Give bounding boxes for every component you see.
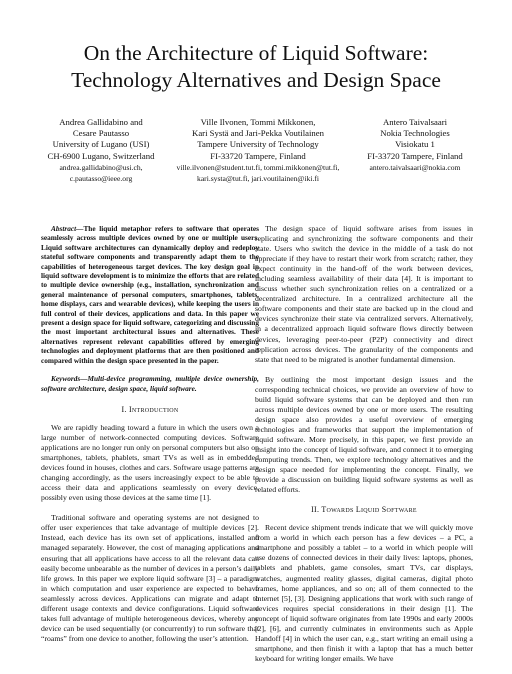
author-line: Andrea Gallidabino and <box>59 117 143 127</box>
affiliation-line: Visiokatu 1 <box>395 139 435 150</box>
affiliation-line: Nokia Technologies <box>380 128 450 139</box>
affiliation-line: CH-6900 Lugano, Switzerland <box>47 150 155 161</box>
author-line: Cesare Pautasso <box>72 128 130 139</box>
author-group-tut <box>168 117 348 184</box>
paragraph: We are rapidly heading toward a future in which the users own a large number of network-connected computing devices. Software applications are no longer run only on personal computers but also on smartphones, tablets, phablets, smart TVs as well as in embedded devices found in houses, clothes and cars. Software usage patterns are changing accordingly, as the users increasingly expect to be able to access their data and applications seamlessly on every device, possibly even using those devices at the same time [1]. <box>41 422 259 503</box>
author-group-nokia <box>340 117 490 173</box>
author-line: Kari Systä and Jari-Pekka Voutilainen <box>192 128 324 139</box>
keywords <box>41 374 259 393</box>
author-group-usi <box>22 117 180 184</box>
keywords-label: Keywords— <box>51 374 88 384</box>
right-column <box>255 224 473 674</box>
title-line-1: On the Architecture of Liquid Software: <box>83 41 429 65</box>
paragraph: Recent device shipment trends indicate that we will quickly move from a world in which each person has a few devices – a PC, a smartphone and possibly a tablet – to a world in which people will use dozens of connected devices in their daily lives: laptops, phones, tablets and phablets, game consoles, smart TVs, car displays, watches, augmented reality glasses, digital cameras, digital photo frames, home appliances, and so on; all of them connected to the Internet [5], [3]. Designing applications that work with such range of devices requires special considerations in their design [1]. The concept of liquid software originates from late 1990s and early 2000s [2], [6], and currently culminates in environments such as Apple Handoff [4] in which the user can, e.g., start writing an email using a smartphone, and then finish it with a laptop that has a much better keyboard for writing longer emails. We have <box>255 523 473 663</box>
paper-title <box>0 40 512 94</box>
affiliation-line: FI-33720 Tampere, Finland <box>367 150 463 161</box>
affiliation-line: Tampere University of Technology <box>197 139 319 150</box>
author-email: kari.systa@tut.fi, jari.voutilainen@iki.fi <box>197 174 319 184</box>
author-email: antero.taivalsaari@nokia.com <box>369 162 461 172</box>
left-column <box>41 224 259 654</box>
affiliation-line: FI-33720 Tampere, Finland <box>210 150 306 161</box>
paragraph: The design space of liquid software arises from issues in replicating and synchronizing the software components and their state. Users who switch the device in the middle of a task do not appreciate if they have to restart their work from scratch; rather, they expect continuity in the hand-off of the work between devices, including seamless availability of their data [4]. It is important to discuss whether such synchronization relies on a centralized or a decentralized architecture. In a centralized architecture all the software components and their state are backed up in the cloud and devices synchronize their state via centralized servers. Alternatively, in a decentralized approach liquid software flows directly between devices, leveraging peer-to-peer (P2P) connectivity and direct replication across devices. The granularity of the components and state that need to be migrated is another fundamental dimension. <box>255 224 473 364</box>
keywords-text: Multi-device programming, multiple device ownership, software architecture, design space, liquid software. <box>41 374 259 393</box>
author-email: c.pautasso@ieee.org <box>69 174 133 184</box>
paragraph: By outlining the most important design issues and the corresponding technical choices, we provide an overview of how to build liquid software systems that can be deployed and then run across multiple devices owned by one or more users. The resulting design space also provides a useful overview of emerging technologies and frameworks that support the implementation of liquid software. More precisely, in this paper, we first provide an insight into the concept of liquid software, and connect it to emerging computing trends. Then, we explore technology alternatives and the design space needed for implementing the concept. Finally, we provide a discussion on building liquid software systems as well as related efforts. <box>255 374 473 495</box>
author-email: andrea.gallidabino@usi.ch, <box>59 162 143 172</box>
author-line: Antero Taivalsaari <box>382 117 448 127</box>
author-line: Ville Ilvonen, Tommi Mikkonen, <box>200 117 316 127</box>
abstract-text: The liquid metaphor refers to software that operates seamlessly across multiple devices owned by one or multiple users. Liquid software architectures can dynamically deploy and redeploy stateful software components and transparently adapt them to the capabilities of heterogeneous target devices. The key design goal in liquid software development is to minimize the efforts that are related to multiple device ownership (e.g., installation, synchronization and general maintenance of personal computers, smartphones, tablets, home displays, cars and wearable devices), while keeping the users in full control of their devices, applications and data. In this paper we present a design space for liquid software, categorizing and discussing the most important architectural issues and alternatives. These alternatives represent relevant capabilities offered by emerging technologies and deployment platforms that are then positioned and compared within the design space presented in the paper. <box>41 224 259 365</box>
section-heading-introduction: I. Introduction <box>121 404 179 414</box>
section-heading-towards-liquid-software: II. Towards Liquid Software <box>311 505 417 515</box>
abstract <box>41 224 259 365</box>
abstract-label: Abstract— <box>51 224 84 233</box>
title-line-2: Technology Alternatives and Design Space <box>71 68 441 92</box>
paragraph: Traditional software and operating systems are not designed to offer user experiences that take advantage of multiple devices [2]. Instead, each device has its own set of applications, installed and managed separately. However, the cost of managing applications and ensuring that all applications have access to all the relevant data can easily become unbearable as the number of devices in a person’s daily life grows. In this paper we explore liquid software [3] – a paradigm in which computation and user experience are expected to behave seamlessly across devices. Applications can migrate and adapt to different usage contexts and device configurations. Liquid software takes full advantage of multiple heterogeneous devices, whereby any device can be used sequentially (or concurrently) to run software that “roams” from one device to another, following the user’s attention. <box>41 513 259 643</box>
author-email: ville.ilvonen@student.tut.fi, tommi.mikkonen@tut.fi, <box>176 162 340 172</box>
affiliation-line: University of Lugano (USI) <box>52 139 150 150</box>
